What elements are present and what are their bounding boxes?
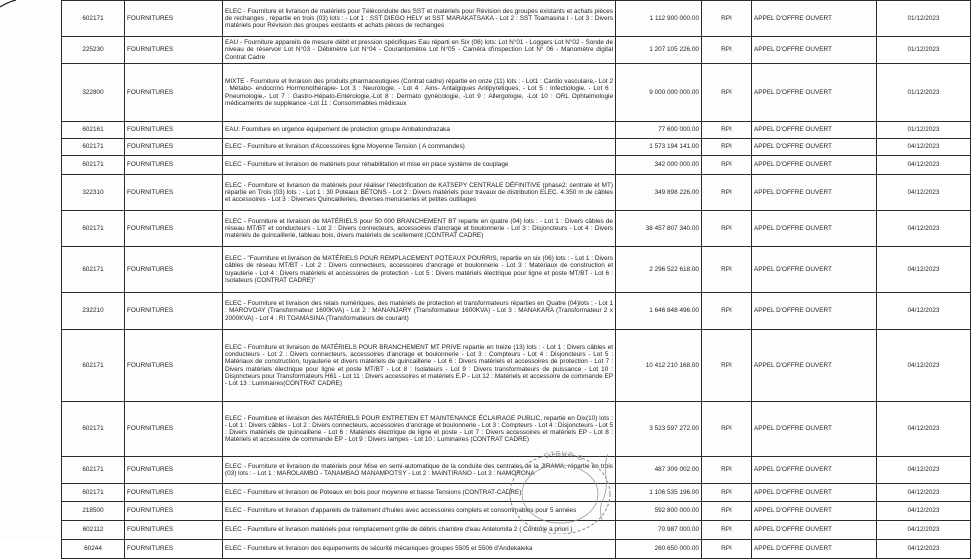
- table-row: [62, 457, 971, 484]
- date-cell: 04/12/2023: [877, 330, 971, 402]
- mode-cell: RPI: [702, 1, 752, 37]
- table-body: [62, 1, 971, 559]
- date-cell: 01/12/2023: [877, 37, 971, 64]
- description-cell: EAU - Fourniture appareils de mesure débit et pression spécifiques Eau réparti en Six (06) lots: Lot N°01 - Loggers Lot N°02 - Sonde de niveau de réservoir Lot N°03 - Débimètre Lot N°04 - Courantomètre Lot N°05 - Caméra d'inspection Lot N° 06 - Manomètre digital Contrat Cadre: [223, 37, 616, 64]
- nature-cell: FOURNITURES: [125, 502, 223, 521]
- mode-cell: RPI: [702, 457, 752, 484]
- nature-cell: FOURNITURES: [125, 211, 223, 247]
- table-row: [62, 122, 971, 139]
- mode-cell: RPI: [702, 502, 752, 521]
- amount-cell: 2 296 522 618.00: [616, 247, 702, 293]
- description-cell: ELEC - Fourniture et livraison de MATÉRIELS pour 50 000 BRANCHEMENT BT reparte en quatre (04) lots : - Lot 1 : Divers câbles de réseau MT/BT et conducteurs - Lot 2 : Divers connecteurs, accessoires d'ancrage et boulonnerie - Lot 3 : Disjoncteurs - Lot 4 : Divers matériels de quincaillerie, tableau bois, divers matériels de scellement (CONTRAT CADRE): [223, 211, 616, 247]
- procedure-cell: APPEL D'OFFRE OUVERT: [752, 64, 877, 122]
- mode-cell: RPI: [702, 402, 752, 457]
- budget-code: 602171: [62, 1, 125, 37]
- table-row: [62, 211, 971, 247]
- budget-code: 602171: [62, 484, 125, 502]
- amount-cell: 1 112 900 000.00: [616, 1, 702, 37]
- budget-code: 225230: [62, 37, 125, 64]
- procedure-cell: APPEL D'OFFRE OUVERT: [752, 502, 877, 521]
- mode-cell: RPI: [702, 247, 752, 293]
- description-cell: ELEC - Fourniture et livraison d'Accessoires ligne Moyenne Tension ( A commandes): [223, 139, 616, 156]
- amount-cell: 260 650 000.00: [616, 540, 702, 559]
- budget-code: 602161: [62, 122, 125, 139]
- procedure-cell: APPEL D'OFFRE OUVERT: [752, 1, 877, 37]
- procedure-cell: APPEL D'OFFRE OUVERT: [752, 540, 877, 559]
- date-cell: 04/12/2023: [877, 457, 971, 484]
- mode-cell: RPI: [702, 122, 752, 139]
- description-cell: ELEC - Fourniture et livraison d'appareils de traitement d'huiles avec accessoires complets et consommables pour 5 années: [223, 502, 616, 521]
- date-cell: 04/12/2023: [877, 502, 971, 521]
- mode-cell: RPI: [702, 293, 752, 330]
- procedure-cell: APPEL D'OFFRE OUVERT: [752, 156, 877, 175]
- description-cell: ELEC - Fourniture et livraison des équipements de sécurité mécaniques groupes 5505 et 5506 d'Andekaleka: [223, 540, 616, 559]
- table-row: [62, 540, 971, 559]
- amount-cell: 1 646 848 496.00: [616, 293, 702, 330]
- date-cell: 04/12/2023: [877, 540, 971, 559]
- date-cell: 04/12/2023: [877, 156, 971, 175]
- date-cell: 04/12/2023: [877, 247, 971, 293]
- table-row: [62, 156, 971, 175]
- procedure-cell: APPEL D'OFFRE OUVERT: [752, 457, 877, 484]
- procedure-cell: APPEL D'OFFRE OUVERT: [752, 484, 877, 502]
- nature-cell: FOURNITURES: [125, 37, 223, 64]
- budget-code: 232210: [62, 293, 125, 330]
- nature-cell: FOURNITURES: [125, 156, 223, 175]
- budget-code: 602171: [62, 139, 125, 156]
- description-cell: ELEC - Fourniture et livraison de matériels pour réhabilitation et mise en place système de couplage: [223, 156, 616, 175]
- amount-cell: 592 800 000.00: [616, 502, 702, 521]
- table-row: [62, 175, 971, 211]
- amount-cell: 342 000 000.00: [616, 156, 702, 175]
- nature-cell: FOURNITURES: [125, 139, 223, 156]
- nature-cell: FOURNITURES: [125, 540, 223, 559]
- description-cell: ELEC - Fourniture et livraison de matériels pour réaliser l'électrification de KATSEPY CENTRALE DÉFINITIVE (phase2: centrale et MT) répartie en Trois (03) lots : - Lot 1 : 30 Poteaux BÉTONS - Lot 2 : Divers matériels pour travaux de distribution ELEC. 4.350 m de câbles et accessoires - Lot 3 : Diverses Quincailleries, diverses menuiseries et petites outillages: [223, 175, 616, 211]
- table-row: [62, 402, 971, 457]
- mode-cell: RPI: [702, 540, 752, 559]
- description-cell: ELEC - Fourniture et livraison de matériels pour Mise en semi-automatique de la conduite des centrales de la JIRAMA, répartie en trois (03) lots : - Lot 1 : MAROLAMBO - TANAMBAO MANAMPOTSY - Lot 2 : MAINTIRANO - Lot 3 : NAMORONA: [223, 457, 616, 484]
- date-cell: 04/12/2023: [877, 139, 971, 156]
- date-cell: 01/12/2023: [877, 1, 971, 37]
- budget-code: 602171: [62, 247, 125, 293]
- table-row: [62, 139, 971, 156]
- budget-code: 602171: [62, 156, 125, 175]
- table-row: [62, 330, 971, 402]
- nature-cell: FOURNITURES: [125, 247, 223, 293]
- date-cell: 04/12/2023: [877, 484, 971, 502]
- mode-cell: RPI: [702, 139, 752, 156]
- budget-code: 60244: [62, 540, 125, 559]
- page-corner-mark: [0, 0, 20, 20]
- date-cell: 04/12/2023: [877, 211, 971, 247]
- procedure-cell: APPEL D'OFFRE OUVERT: [752, 247, 877, 293]
- table-row: [62, 521, 971, 540]
- table-row: [62, 502, 971, 521]
- procurement-table: [61, 0, 971, 559]
- mode-cell: RPI: [702, 156, 752, 175]
- nature-cell: FOURNITURES: [125, 64, 223, 122]
- description-cell: ELEC - Fourniture et livraison de MATÉRIELS POUR BRANCHEMENT MT PRIVE repartie en treize (13) lots : - Lot 1 : Divers câbles et conducteurs - Lot 2 : Divers connecteurs, accessoires d'ancrage et boulonnerie - Lot 3 : Compteurs - Lot 4 : Disjoncteurs - Lot 5 : Matériaux de construction, tuyauterie et divers matériels de quincaillerie - Lot 6 : Divers matériels et accessoires de protection - Lot 7 : Divers matériels électrique pour ligne et poste MT/BT - Lot 8 : Isolateurs - Lot 9 : Divers transformateurs de puissance - Lot 10 : Disjoncteurs pour Transformateurs H61 - Lot 11 : Divers accessoires et matériels E.P - Lot 12 : Matériels et accessoire de commande EP - Lot 13 : Luminaires(CONTRAT CADRE): [223, 330, 616, 402]
- date-cell: 04/12/2023: [877, 293, 971, 330]
- table-row: [62, 484, 971, 502]
- amount-cell: 1 573 194 141.00: [616, 139, 702, 156]
- mode-cell: RPI: [702, 330, 752, 402]
- procedure-cell: APPEL D'OFFRE OUVERT: [752, 330, 877, 402]
- budget-code: 602171: [62, 211, 125, 247]
- amount-cell: 10 412 210 168.00: [616, 330, 702, 402]
- description-cell: ELEC - Fourniture et livraison matériels pour remplacement grille de débris chambre d'eau Antelomita 2 ( Contrôle à priori ): [223, 521, 616, 540]
- date-cell: 04/12/2023: [877, 175, 971, 211]
- mode-cell: RPI: [702, 521, 752, 540]
- table-row: [62, 247, 971, 293]
- description-cell: ELEC - Fourniture et livraison de Poteaux en bois pour moyenne et basse Tensions (CONTRAT-CADRE): [223, 484, 616, 502]
- budget-code: 602171: [62, 402, 125, 457]
- table-row: [62, 37, 971, 64]
- description-cell: EAU: Fourniture en urgence équipement de protection groupe Ambatondrazaka: [223, 122, 616, 139]
- budget-code: 322800: [62, 64, 125, 122]
- table-row: [62, 1, 971, 37]
- nature-cell: FOURNITURES: [125, 293, 223, 330]
- date-cell: 01/12/2023: [877, 122, 971, 139]
- table-row: [62, 293, 971, 330]
- procedure-cell: APPEL D'OFFRE OUVERT: [752, 521, 877, 540]
- amount-cell: 9 000 000 000.00: [616, 64, 702, 122]
- nature-cell: FOURNITURES: [125, 330, 223, 402]
- amount-cell: 349 898 226.00: [616, 175, 702, 211]
- procedure-cell: APPEL D'OFFRE OUVERT: [752, 293, 877, 330]
- mode-cell: RPI: [702, 211, 752, 247]
- procedure-cell: APPEL D'OFFRE OUVERT: [752, 37, 877, 64]
- nature-cell: FOURNITURES: [125, 521, 223, 540]
- nature-cell: FOURNITURES: [125, 402, 223, 457]
- procedure-cell: APPEL D'OFFRE OUVERT: [752, 402, 877, 457]
- nature-cell: FOURNITURES: [125, 122, 223, 139]
- description-cell: ELEC - Fourniture et livraison de matériels pour Téléconduite des SST et matériels pour Révision des groupes existants et achats pièces de rechanges , répartie en trois (03) lots : - Lot 1 : SST DIEGO HELY et SST MARAKATSAKA - Lot 2 : SST Toamasina I - Lot 3 : Divers matériels pour Révision des groupes existants et achats pièces de rechanges: [223, 1, 616, 37]
- budget-code: 602112: [62, 521, 125, 540]
- amount-cell: 1 207 105 226.00: [616, 37, 702, 64]
- description-cell: ELEC - "Fourniture et livraison de MATÉRIELS POUR REMPLACEMENT POTEAUX POURRIS, repartie en six (06) lots : - Lot 1 : Divers câbles de réseau MT/BT - Lot 2 : Divers connecteurs, accessoires d'ancrage et boulonnerie - Lot 3 : Matériaux de construction et tuyauterie - Lot 4 : Divers matériels et accessoires de protection - Lot 5 : Divers matériels électrique pour ligne et poste MT/BT - Lot 6 : Isolateurs (CONTRAT CADRE)": [223, 247, 616, 293]
- procedure-cell: APPEL D'OFFRE OUVERT: [752, 175, 877, 211]
- table-row: [62, 64, 971, 122]
- amount-cell: 487 309 002.00: [616, 457, 702, 484]
- budget-code: 602171: [62, 330, 125, 402]
- amount-cell: 77 600 000.00: [616, 122, 702, 139]
- date-cell: 04/12/2023: [877, 402, 971, 457]
- description-cell: MIXTE - Fourniture et livraison des produits pharmaceutiques (Contrat cadre) répartie en onze (11) lots : - Lot1 : Cardio vasculaire,- Lot 2 : Métabo- endocrino Hormonothérapie- Lot 3 : Neurologie, - Lot 4 : Ains- Antalgiques Antipyretiques, - Lot 5 : Infectiologie, - Lot 6 : Pneumologie,- Lot 7 : Gastro-Hépato-Entérologie,-Lot 8 : Dermato gynécologie, -Lot 9 : Allergologie, -Lot 10 : ORL Ophtalmologie médicaments de suppleance -Lot 11 : Consommables médicaux: [223, 64, 616, 122]
- date-cell: 04/12/2023: [877, 521, 971, 540]
- nature-cell: FOURNITURES: [125, 175, 223, 211]
- description-cell: ELEC - Fourniture et livraison des MATÉRIELS POUR ENTRETIEN ET MAINTENANCE ÉCLAIRAGE PUBLIC, repartie en Dix(10) lots : - Lot 1 : Divers câbles - Lot 2 : Divers connecteurs, accessoires d'ancrage et boulonnerie - Lot 3 : Compteurs - Lot 4 : Disjoncteurs - Lot 5 : Divers matériels de quincaillerie - Lot 6 : Matériels électrique de ligne et poste - Lot 7 : Divers accessoires et matériels EP - Lot 8 : Matériels et accessoire de commande EP - Lot 9 : Divers lampes - Lot 10 : Luminaires (CONTRAT CADRE): [223, 402, 616, 457]
- nature-cell: FOURNITURES: [125, 484, 223, 502]
- mode-cell: RPI: [702, 37, 752, 64]
- amount-cell: 1 106 535 196.00: [616, 484, 702, 502]
- stamp-ring-text: CTEUR G: [543, 450, 585, 463]
- budget-code: 218500: [62, 502, 125, 521]
- mode-cell: RPI: [702, 175, 752, 211]
- mode-cell: RPI: [702, 64, 752, 122]
- mode-cell: RPI: [702, 484, 752, 502]
- amount-cell: 70 987 000.00: [616, 521, 702, 540]
- date-cell: 01/12/2023: [877, 64, 971, 122]
- procedure-cell: APPEL D'OFFRE OUVERT: [752, 122, 877, 139]
- amount-cell: 3 523 597 272.00: [616, 402, 702, 457]
- procedure-cell: APPEL D'OFFRE OUVERT: [752, 211, 877, 247]
- nature-cell: FOURNITURES: [125, 1, 223, 37]
- nature-cell: FOURNITURES: [125, 457, 223, 484]
- procedure-cell: APPEL D'OFFRE OUVERT: [752, 139, 877, 156]
- description-cell: ELEC - Fourniture et livraison des relais numériques, des matériels de protection et transformateurs réparties en Quatre (04)lots : - Lot 1 : MAROVOAY (Transformateur 1600KVA) - Lot 2 : MANANJARY (Transformateur 1600KVA) - Lot 3 : MANAKARA (Transformateur 2 x 2000KVA) - Lot 4 : RI TOAMASINA (Transformateurs de courant): [223, 293, 616, 330]
- budget-code: 602171: [62, 457, 125, 484]
- budget-code: 322310: [62, 175, 125, 211]
- amount-cell: 38 457 807 340.00: [616, 211, 702, 247]
